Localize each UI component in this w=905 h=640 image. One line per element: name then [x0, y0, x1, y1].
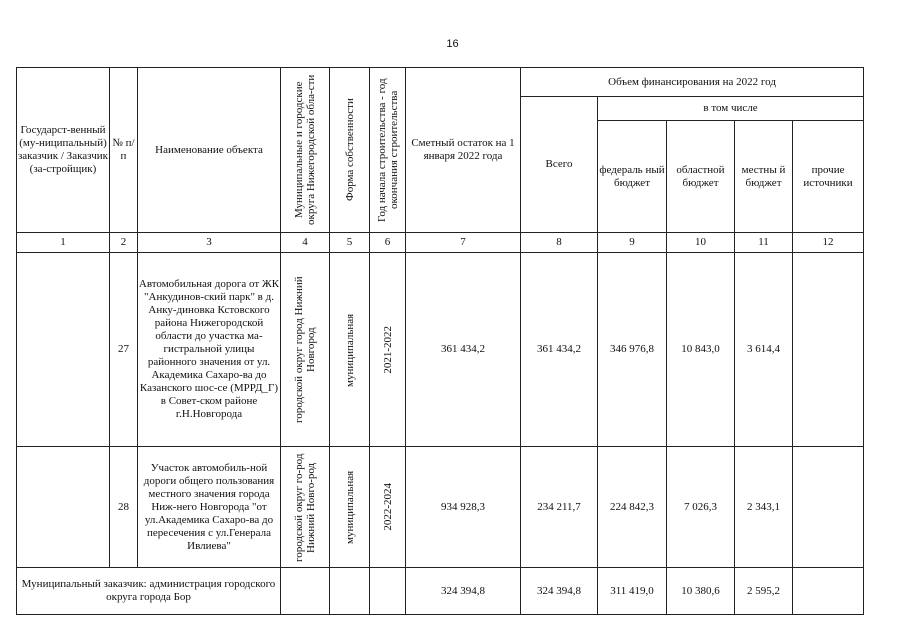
district-cell: [281, 253, 330, 447]
header-total: Всего: [521, 97, 598, 233]
years-text: 2022-2024: [381, 483, 394, 531]
header-other: прочие источники: [793, 121, 864, 233]
header-object-name: Наименование объекта: [138, 68, 281, 233]
summary-years: [370, 568, 406, 615]
column-number: 1: [17, 233, 110, 253]
object-name: Участок автомобиль-ной дороги общего пользования местного значения города Ниж-него Новгорода "от ул.Академика Сахаро-ва до пересечения с ул.Генерала Ивлиева": [138, 447, 281, 568]
regional-value: 10 843,0: [667, 253, 735, 447]
column-number: 2: [110, 233, 138, 253]
ownership-cell: [330, 447, 370, 568]
customer-cell: [17, 253, 110, 447]
column-number: 6: [370, 233, 406, 253]
header-years: [370, 68, 406, 233]
summary-label: Муниципальный заказчик: администрация городского округа города Бор: [17, 568, 281, 615]
years-cell: [370, 253, 406, 447]
financing-table: [16, 67, 864, 615]
district-cell: [281, 447, 330, 568]
summary-other: [793, 568, 864, 615]
header-years-text: Год начала строительства - год окончания строительства: [375, 78, 400, 222]
header-district-text: Муниципальные и городские округа Нижегородской обла-сти: [293, 74, 317, 226]
summary-row: [17, 568, 864, 615]
column-number: 9: [598, 233, 667, 253]
header-remainder: Сметный остаток на 1 января 2022 года: [406, 68, 521, 233]
column-number: 3: [138, 233, 281, 253]
column-number: 5: [330, 233, 370, 253]
years-cell: [370, 447, 406, 568]
column-number: 4: [281, 233, 330, 253]
header-local: местны й бюджет: [735, 121, 793, 233]
column-number: 10: [667, 233, 735, 253]
table-row: [17, 447, 864, 568]
ownership-text: муниципальная: [343, 312, 356, 387]
customer-cell: [17, 447, 110, 568]
page-number: 16: [446, 38, 459, 50]
column-number: 8: [521, 233, 598, 253]
header-funding: Объем финансирования на 2022 год: [521, 68, 864, 97]
ownership-text: муниципальная: [343, 470, 356, 544]
summary-district: [281, 568, 330, 615]
federal-value: 346 976,8: [598, 253, 667, 447]
local-value: 3 614,4: [735, 253, 793, 447]
summary-federal: 311 419,0: [598, 568, 667, 615]
local-value: 2 343,1: [735, 447, 793, 568]
column-number: 11: [735, 233, 793, 253]
other-value: [793, 253, 864, 447]
header-ownership-text: Форма собственности: [343, 98, 356, 202]
years-text: 2021-2022: [381, 325, 394, 374]
total-value: 234 211,7: [521, 447, 598, 568]
column-number: 12: [793, 233, 864, 253]
header-customer: Государст-венный (му-ниципальный) заказчик / Заказчик (за-стройщик): [17, 68, 110, 233]
column-number-row: [17, 233, 864, 253]
regional-value: 7 026,3: [667, 447, 735, 568]
ownership-cell: [330, 253, 370, 447]
remainder-value: 361 434,2: [406, 253, 521, 447]
header-including: в том числе: [598, 97, 864, 121]
total-value: 361 434,2: [521, 253, 598, 447]
summary-regional: 10 380,6: [667, 568, 735, 615]
summary-total: 324 394,8: [521, 568, 598, 615]
district-text: городской округ город Нижний Новгород: [293, 276, 317, 423]
row-number: 27: [110, 253, 138, 447]
summary-ownership: [330, 568, 370, 615]
object-name: Автомобильная дорога от ЖК "Анкудинов-ский парк" в д. Анку-диновка Кстовского района Нижегородской области до участка ма-гистральной улицы районного значения от ул. Академика Сахаро-ва до Казанского шос-се (МРРД_Г) в Совет-ском районе г.Н.Новгорода: [138, 253, 281, 447]
table-row: [17, 253, 864, 447]
header-district: [281, 68, 330, 233]
remainder-value: 934 928,3: [406, 447, 521, 568]
header-regional: областной бюджет: [667, 121, 735, 233]
summary-remainder: 324 394,8: [406, 568, 521, 615]
header-federal: федераль ный бюджет: [598, 121, 667, 233]
other-value: [793, 447, 864, 568]
summary-local: 2 595,2: [735, 568, 793, 615]
row-number: 28: [110, 447, 138, 568]
column-number: 7: [406, 233, 521, 253]
federal-value: 224 842,3: [598, 447, 667, 568]
header-number: № п/п: [110, 68, 138, 233]
district-text: городской округ го-род Нижний Новго-род: [293, 452, 317, 562]
header-ownership: [330, 68, 370, 233]
